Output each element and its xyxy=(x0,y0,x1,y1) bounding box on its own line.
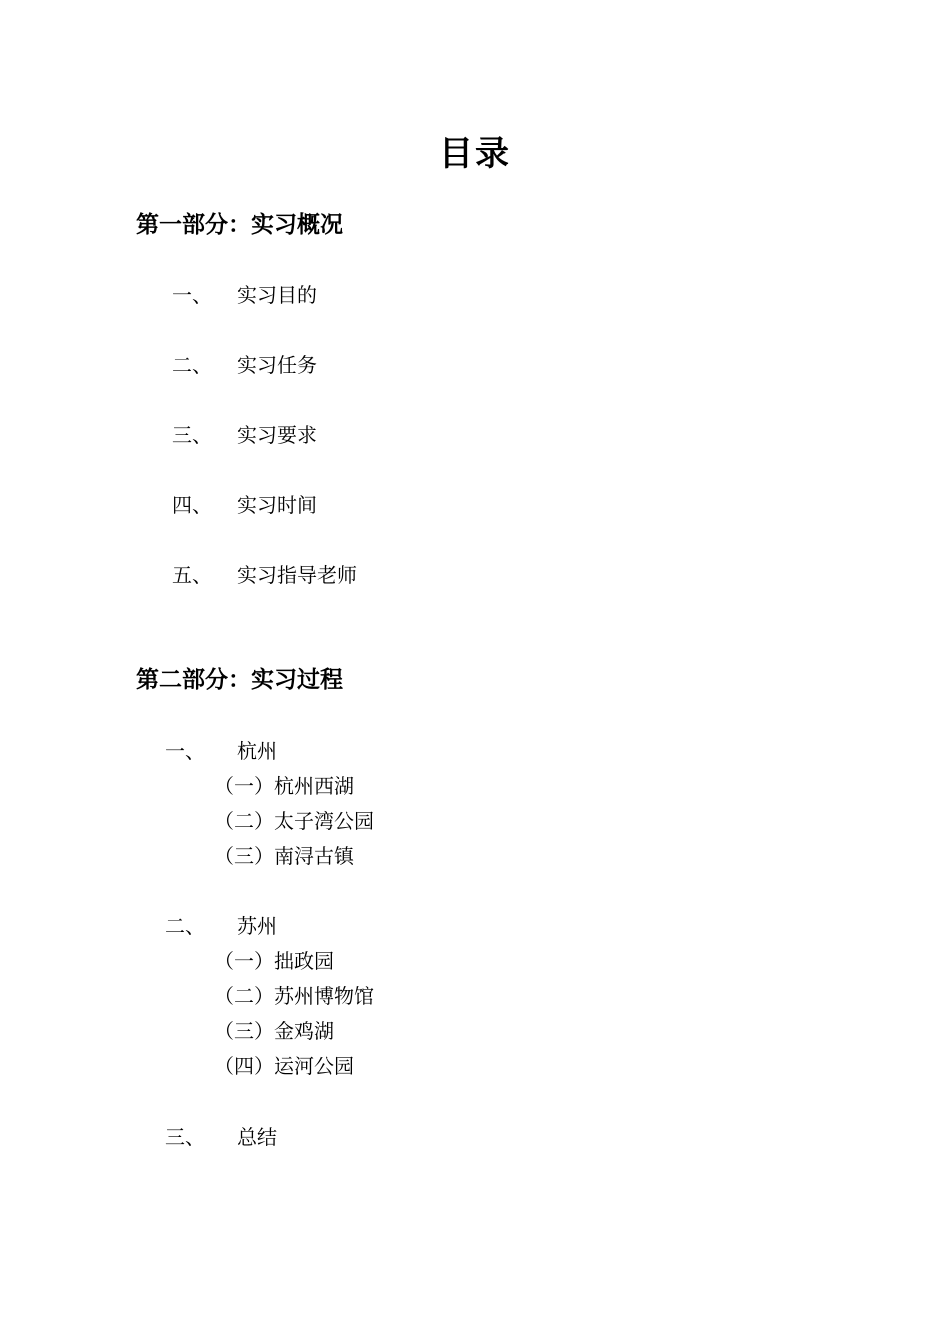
toc-subitem: （二）太子湾公园 xyxy=(214,809,374,833)
toc-item-number: 一、 xyxy=(165,739,205,763)
toc-subitem: （三）南浔古镇 xyxy=(214,844,354,868)
toc-item-text: 苏州 xyxy=(237,914,277,938)
part2-heading: 第二部分：实习过程 xyxy=(136,666,343,693)
toc-subitem: （一）拙政园 xyxy=(214,949,334,973)
toc-item-text: 实习时间 xyxy=(237,493,317,517)
toc-item-number: 四、 xyxy=(172,493,212,517)
toc-subitem: （二）苏州博物馆 xyxy=(214,984,374,1008)
part1-heading: 第一部分：实习概况 xyxy=(136,211,343,238)
toc-item-text: 杭州 xyxy=(237,739,277,763)
toc-subitem: （四）运河公园 xyxy=(214,1054,354,1078)
toc-subitem: （一）杭州西湖 xyxy=(214,774,354,798)
toc-item-text: 实习目的 xyxy=(237,283,317,307)
toc-item-number: 二、 xyxy=(172,353,212,377)
toc-item-number: 一、 xyxy=(172,283,212,307)
toc-item-text: 总结 xyxy=(237,1125,277,1149)
toc-item-number: 五、 xyxy=(172,563,212,587)
toc-item-text: 实习要求 xyxy=(237,423,317,447)
toc-item-text: 实习指导老师 xyxy=(237,563,357,587)
toc-item-number: 三、 xyxy=(165,1125,205,1149)
toc-item-number: 二、 xyxy=(165,914,205,938)
page-title: 目录 xyxy=(439,134,511,174)
toc-item-text: 实习任务 xyxy=(237,353,317,377)
toc-subitem: （三）金鸡湖 xyxy=(214,1019,334,1043)
toc-item-number: 三、 xyxy=(172,423,212,447)
